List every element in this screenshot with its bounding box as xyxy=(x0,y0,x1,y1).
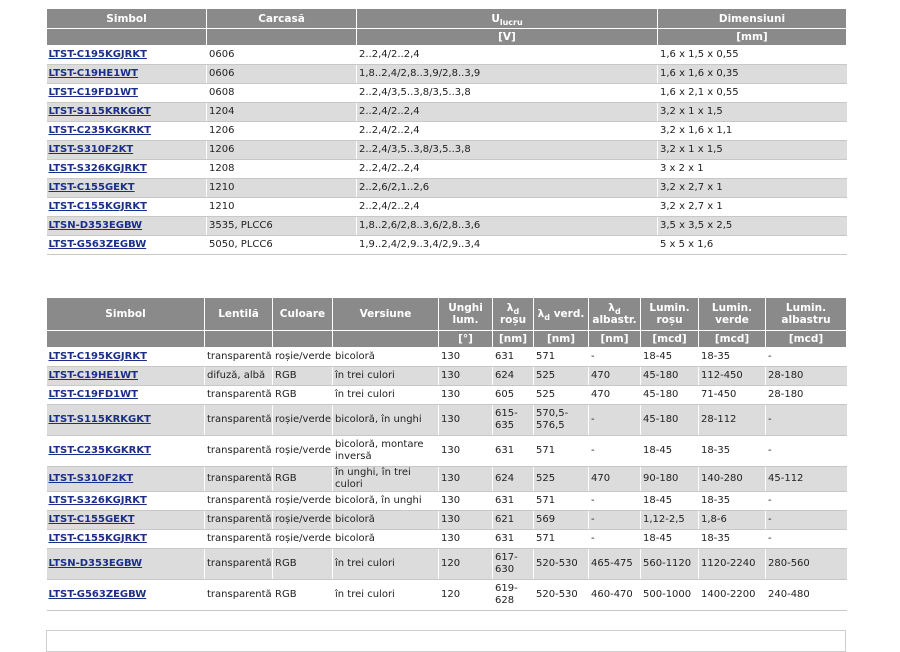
table-row xyxy=(47,367,847,386)
table-cell: 1206 xyxy=(207,122,357,141)
table-cell: 615-635 xyxy=(493,405,534,436)
table-cell: - xyxy=(589,530,641,549)
table-row xyxy=(47,467,847,492)
table-cell: roșie/verde xyxy=(273,348,333,367)
table-cell: 621 xyxy=(493,511,534,530)
table-cell: 90-180 xyxy=(641,467,699,492)
table-cell: 3,2 x 1,6 x 1,1 xyxy=(658,122,847,141)
col-header-lambda-albastru: $\lambda_d$ albastr. xyxy=(589,298,641,331)
table-cell: transparentă xyxy=(205,511,273,530)
bottom-panel xyxy=(46,630,846,652)
table-row xyxy=(47,386,847,405)
table-cell: - xyxy=(589,511,641,530)
table-cell: 1,6 x 2,1 x 0,55 xyxy=(658,84,847,103)
table-cell: - xyxy=(589,436,641,467)
table-cell: 571 xyxy=(534,348,589,367)
table-cell: 570,5-576,5 xyxy=(534,405,589,436)
table-cell: 3,2 x 2,7 x 1 xyxy=(658,198,847,217)
unit-cell xyxy=(207,29,357,46)
table-cell: transparentă xyxy=(205,467,273,492)
table-cell: transparentă xyxy=(205,492,273,511)
table-cell: 130 xyxy=(439,348,493,367)
table-cell: - xyxy=(766,436,847,467)
table-cell: 130 xyxy=(439,436,493,467)
unit-cell: [V] xyxy=(357,29,658,46)
table-cell: 120 xyxy=(439,549,493,580)
table-cell: 631 xyxy=(493,436,534,467)
table-cell: - xyxy=(766,492,847,511)
table-cell: 631 xyxy=(493,492,534,511)
product-link[interactable]: LTST-S326KGJRKT xyxy=(47,492,205,511)
table-cell: bicoloră, în unghi xyxy=(333,492,439,511)
table-cell: 520-530 xyxy=(534,580,589,611)
table-cell: transparentă xyxy=(205,386,273,405)
table-cell: 1,6 x 1,5 x 0,55 xyxy=(658,46,847,65)
table-row xyxy=(47,198,847,217)
table-cell: 3,5 x 3,5 x 2,5 xyxy=(658,217,847,236)
table-cell: 1,8..2,4/2,8..3,9/2,8..3,9 xyxy=(357,65,658,84)
unit-cell xyxy=(47,29,207,46)
table-cell: RGB xyxy=(273,467,333,492)
table-cell: 18-45 xyxy=(641,436,699,467)
table-cell: 1208 xyxy=(207,160,357,179)
table-cell: în trei culori xyxy=(333,580,439,611)
table-row xyxy=(47,179,847,198)
product-link[interactable]: LTSN-D353EGBW xyxy=(47,217,207,236)
table-cell: 18-45 xyxy=(641,492,699,511)
table-cell: 3,2 x 1 x 1,5 xyxy=(658,141,847,160)
product-link[interactable]: LTST-S326KGJRKT xyxy=(47,160,207,179)
table-cell: 571 xyxy=(534,530,589,549)
table-cell: 624 xyxy=(493,367,534,386)
table-cell: în trei culori xyxy=(333,549,439,580)
unit-cell: [mcd] xyxy=(699,331,766,348)
table-cell: în unghi, în trei culori xyxy=(333,467,439,492)
table-cell: 1210 xyxy=(207,198,357,217)
unit-cell: [mcd] xyxy=(641,331,699,348)
table-row xyxy=(47,65,847,84)
col-header-lambda-rosu: $\lambda_d$ roșu xyxy=(493,298,534,331)
table-cell: 240-480 xyxy=(766,580,847,611)
table-row xyxy=(47,405,847,436)
table-cell: - xyxy=(589,348,641,367)
unit-cell: [nm] xyxy=(493,331,534,348)
col-header-lumin-albastru: Lumin. albastru xyxy=(766,298,847,331)
table-cell: roșie/verde xyxy=(273,436,333,467)
product-link[interactable]: LTST-C155GEKT xyxy=(47,179,207,198)
table-cell: 2..2,4/3,5..3,8/3,5..3,8 xyxy=(357,84,658,103)
table-cell: RGB xyxy=(273,549,333,580)
table-cell: 2..2,6/2,1..2,6 xyxy=(357,179,658,198)
product-link[interactable]: LTST-C195KGJRKT xyxy=(47,46,207,65)
table-cell: 5050, PLCC6 xyxy=(207,236,357,255)
table-cell: transparentă xyxy=(205,530,273,549)
unit-cell: [°] xyxy=(439,331,493,348)
table-cell: 5 x 5 x 1,6 xyxy=(658,236,847,255)
table-cell: 2..2,4/2..2,4 xyxy=(357,160,658,179)
table-cell: 1,12-2,5 xyxy=(641,511,699,530)
table-cell: 2..2,4/3,5..3,8/3,5..3,8 xyxy=(357,141,658,160)
table-cell: 18-45 xyxy=(641,348,699,367)
table-cell: - xyxy=(766,530,847,549)
table-cell: 140-280 xyxy=(699,467,766,492)
unit-cell xyxy=(205,331,273,348)
table-cell: 130 xyxy=(439,386,493,405)
product-link[interactable]: LTST-C155KGJRKT xyxy=(47,198,207,217)
table-cell: 1,8-6 xyxy=(699,511,766,530)
table-row xyxy=(47,160,847,179)
table-cell: RGB xyxy=(273,580,333,611)
table-cell: 18-45 xyxy=(641,530,699,549)
table-cell: difuză, albă xyxy=(205,367,273,386)
unit-cell: [nm] xyxy=(589,331,641,348)
table-row xyxy=(47,436,847,467)
table-cell: 571 xyxy=(534,436,589,467)
product-link[interactable]: LTST-C19HE1WT xyxy=(47,65,207,84)
table-cell: 465-475 xyxy=(589,549,641,580)
table-cell: transparentă xyxy=(205,549,273,580)
col-header-lumin-rosu: Lumin. roșu xyxy=(641,298,699,331)
product-link[interactable]: LTST-G563ZEGBW xyxy=(47,236,207,255)
table-cell: 1120-2240 xyxy=(699,549,766,580)
table-cell: 45-180 xyxy=(641,386,699,405)
table-cell: 130 xyxy=(439,367,493,386)
table-cell: 45-180 xyxy=(641,367,699,386)
table-cell: în trei culori xyxy=(333,367,439,386)
table-cell: 470 xyxy=(589,367,641,386)
table-cell: 569 xyxy=(534,511,589,530)
col-header-unghi: Unghi lum. xyxy=(439,298,493,331)
table-row xyxy=(47,84,847,103)
table-row xyxy=(47,348,847,367)
unit-cell xyxy=(333,331,439,348)
table-cell: 560-1120 xyxy=(641,549,699,580)
table-cell: 120 xyxy=(439,580,493,611)
table-cell: 1,9..2,4/2,9..3,4/2,9..3,4 xyxy=(357,236,658,255)
col-header-dimensiuni: Dimensiuni xyxy=(658,9,847,29)
col-header-simbol: Simbol xyxy=(47,298,205,331)
table-cell: 1206 xyxy=(207,141,357,160)
table-cell: 470 xyxy=(589,467,641,492)
table-cell: roșie/verde xyxy=(273,405,333,436)
table-cell: 3,2 x 2,7 x 1 xyxy=(658,179,847,198)
table-cell: 18-35 xyxy=(699,530,766,549)
table-cell: RGB xyxy=(273,367,333,386)
product-link[interactable]: LTSN-D353EGBW xyxy=(47,549,205,580)
product-link[interactable]: LTST-C235KGKRKT xyxy=(47,122,207,141)
table-cell: bicoloră xyxy=(333,511,439,530)
table-cell: 130 xyxy=(439,511,493,530)
table-row xyxy=(47,580,847,611)
table-cell: roșie/verde xyxy=(273,530,333,549)
unit-cell xyxy=(273,331,333,348)
table-cell: 605 xyxy=(493,386,534,405)
table-cell: 525 xyxy=(534,467,589,492)
product-link[interactable]: LTST-S310F2KT xyxy=(47,141,207,160)
table-row xyxy=(47,46,847,65)
table-cell: 18-35 xyxy=(699,348,766,367)
table-cell: transparentă xyxy=(205,405,273,436)
table-cell: 500-1000 xyxy=(641,580,699,611)
table-cell: transparentă xyxy=(205,436,273,467)
table-cell: 624 xyxy=(493,467,534,492)
product-link[interactable]: LTST-C19FD1WT xyxy=(47,386,205,405)
product-link[interactable]: LTST-G563ZEGBW xyxy=(47,580,205,611)
table-cell: - xyxy=(766,348,847,367)
table-row xyxy=(47,511,847,530)
product-link[interactable]: LTST-C195KGJRKT xyxy=(47,348,205,367)
table-cell: 525 xyxy=(534,367,589,386)
table-cell: 112-450 xyxy=(699,367,766,386)
table-row xyxy=(47,549,847,580)
table-cell: 0606 xyxy=(207,46,357,65)
table-cell: în trei culori xyxy=(333,386,439,405)
table-row xyxy=(47,492,847,511)
table-cell: 619-628 xyxy=(493,580,534,611)
table-cell: 1,8..2,6/2,8..3,6/2,8..3,6 xyxy=(357,217,658,236)
table-cell: transparentă xyxy=(205,348,273,367)
col-header-lambda-verde: $\lambda_d$ verd. xyxy=(534,298,589,331)
col-header-lentila: Lentilă xyxy=(205,298,273,331)
table-cell: 631 xyxy=(493,348,534,367)
product-link[interactable]: LTST-C235KGKRKT xyxy=(47,436,205,467)
table-cell: 2..2,4/2..2,4 xyxy=(357,103,658,122)
table-cell: 18-35 xyxy=(699,436,766,467)
product-link[interactable]: LTST-C19HE1WT xyxy=(47,367,205,386)
table-cell: 3,2 x 1 x 1,5 xyxy=(658,103,847,122)
optical-specs-table xyxy=(46,297,847,611)
table-row xyxy=(47,530,847,549)
table-cell: 28-180 xyxy=(766,367,847,386)
table-cell: 460-470 xyxy=(589,580,641,611)
unit-cell: [mm] xyxy=(658,29,847,46)
table-cell: 1400-2200 xyxy=(699,580,766,611)
table-row xyxy=(47,217,847,236)
table-cell: 130 xyxy=(439,492,493,511)
table-cell: 3535, PLCC6 xyxy=(207,217,357,236)
col-header-culoare: Culoare xyxy=(273,298,333,331)
table-cell: 1210 xyxy=(207,179,357,198)
col-header-carcasa: Carcasă xyxy=(207,9,357,29)
unit-cell: [nm] xyxy=(534,331,589,348)
table-cell: - xyxy=(589,405,641,436)
table-cell: 3 x 2 x 1 xyxy=(658,160,847,179)
table-cell: - xyxy=(766,511,847,530)
table-cell: 617-630 xyxy=(493,549,534,580)
table-cell: 520-530 xyxy=(534,549,589,580)
table-cell: 71-450 xyxy=(699,386,766,405)
table-cell: roșie/verde xyxy=(273,511,333,530)
table-cell: bicoloră, în unghi xyxy=(333,405,439,436)
col-header-simbol: Simbol xyxy=(47,9,207,29)
col-header-versiune: Versiune xyxy=(333,298,439,331)
table-row xyxy=(47,122,847,141)
table-row xyxy=(47,103,847,122)
table-cell: roșie/verde xyxy=(273,492,333,511)
dimensions-table xyxy=(46,8,847,255)
table-row xyxy=(47,236,847,255)
product-link[interactable]: LTST-S115KRKGKT xyxy=(47,405,205,436)
table-cell: 45-180 xyxy=(641,405,699,436)
unit-cell xyxy=(47,331,205,348)
table-cell: - xyxy=(766,405,847,436)
unit-cell: [mcd] xyxy=(766,331,847,348)
table-cell: 45-112 xyxy=(766,467,847,492)
table-cell: 28-112 xyxy=(699,405,766,436)
table-cell: bicoloră, montare inversă xyxy=(333,436,439,467)
table-cell: 0606 xyxy=(207,65,357,84)
product-link[interactable]: LTST-C155KGJRKT xyxy=(47,530,205,549)
table-cell: bicoloră xyxy=(333,530,439,549)
table-cell: 571 xyxy=(534,492,589,511)
table-cell: 130 xyxy=(439,405,493,436)
table-cell: 130 xyxy=(439,467,493,492)
table-cell: 28-180 xyxy=(766,386,847,405)
table-cell: 2..2,4/2..2,4 xyxy=(357,198,658,217)
table-cell: 525 xyxy=(534,386,589,405)
product-link[interactable]: LTST-C19FD1WT xyxy=(47,84,207,103)
col-header-ulucru: $U_{lucru}$ xyxy=(357,9,658,29)
product-link[interactable]: LTST-S115KRKGKT xyxy=(47,103,207,122)
col-header-lumin-verde: Lumin. verde xyxy=(699,298,766,331)
table-cell: 2..2,4/2..2,4 xyxy=(357,122,658,141)
table-cell: 631 xyxy=(493,530,534,549)
table-cell: - xyxy=(589,492,641,511)
table-cell: 1,6 x 1,6 x 0,35 xyxy=(658,65,847,84)
product-link[interactable]: LTST-C155GEKT xyxy=(47,511,205,530)
product-link[interactable]: LTST-S310F2KT xyxy=(47,467,205,492)
table-cell: 1204 xyxy=(207,103,357,122)
table-cell: 280-560 xyxy=(766,549,847,580)
table-cell: RGB xyxy=(273,386,333,405)
table-cell: bicoloră xyxy=(333,348,439,367)
table-row xyxy=(47,141,847,160)
table-cell: transparentă xyxy=(205,580,273,611)
table-cell: 470 xyxy=(589,386,641,405)
table-cell: 0608 xyxy=(207,84,357,103)
table-cell: 130 xyxy=(439,530,493,549)
table-cell: 2..2,4/2..2,4 xyxy=(357,46,658,65)
table-cell: 18-35 xyxy=(699,492,766,511)
